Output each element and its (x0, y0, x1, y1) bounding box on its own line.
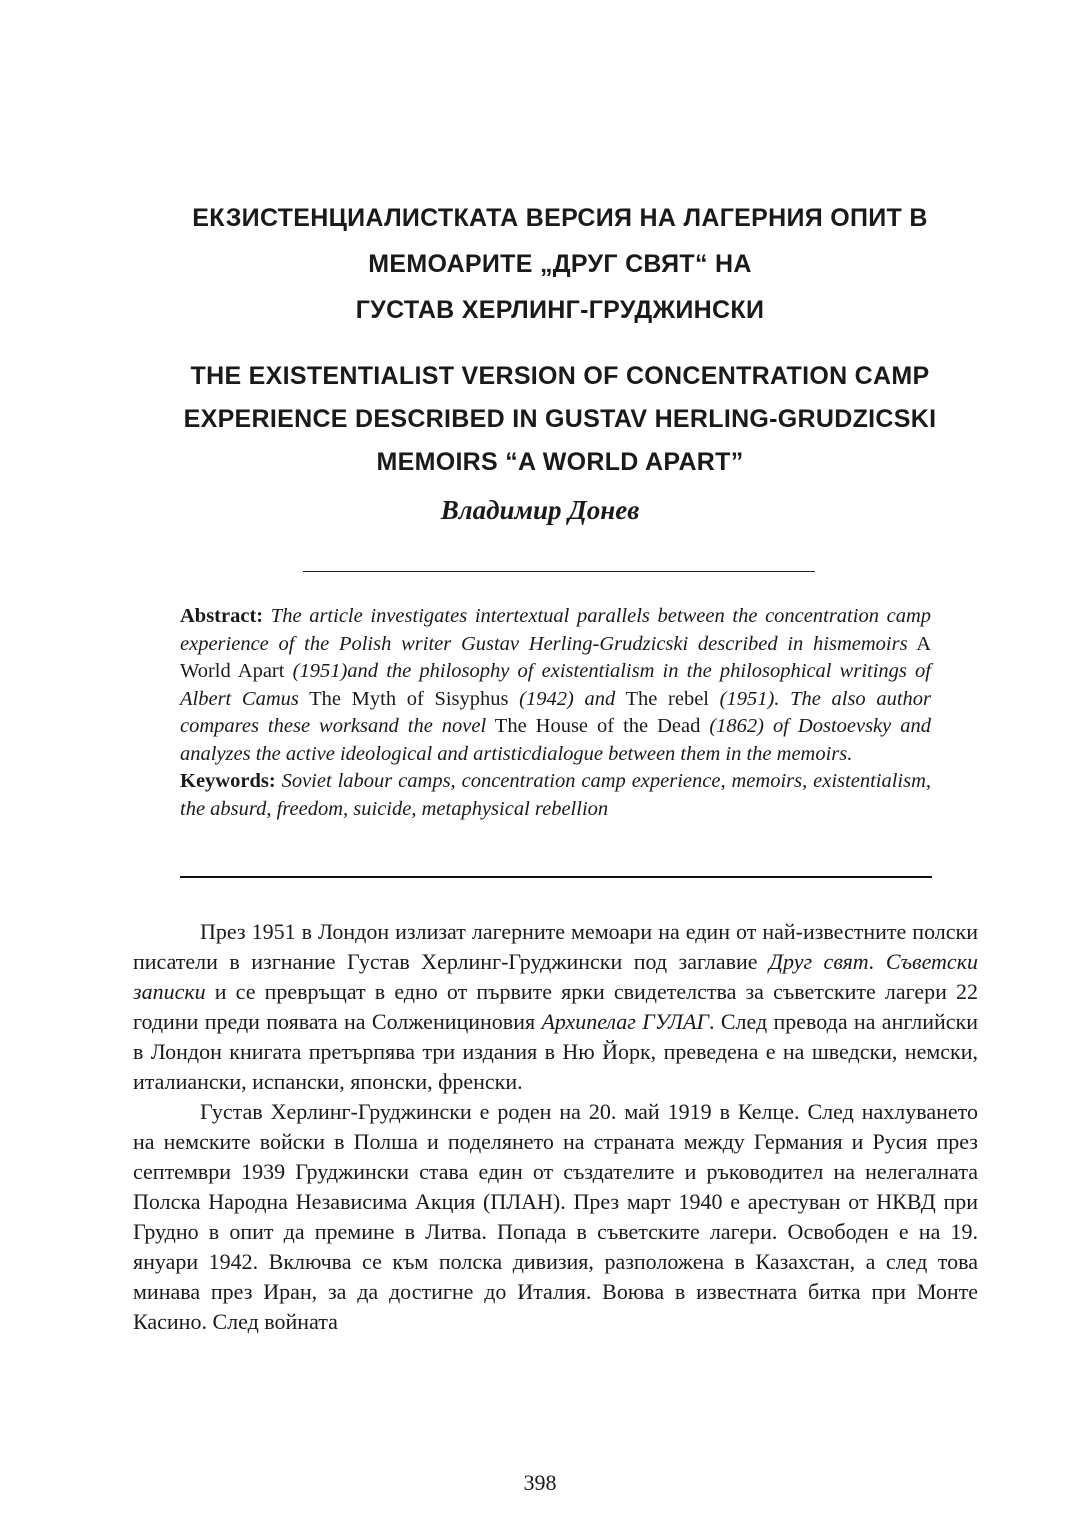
work-title: The House of the Dead (494, 715, 701, 737)
body-paragraph-2: Густав Херлинг-Груджински е роден на 20. май 1919 в Келце. След нахлуването на немските войски в Полша и поделянето на страната между Германия и Русия през септември 1939 Груджински става един от създателите и ръководител на нелегалната Полска Народна Независима Акция (ПЛАН). През март 1940 е арестуван от НКВД при Грудно в опит да премине в Литва. Попада в съветските лагери. Освободен е на 19. януари 1942. Включва се към полска дивизия, разположена в Казахстан, а след това минава през Иран, за да достигне до Италия. Воюва в известната битка при Монте Касино. След войната (133, 1099, 978, 1334)
abstract-text: (1951). The also author compares these worksand the novel (180, 687, 931, 737)
article-body (133, 917, 978, 1337)
abstract-label: Abstract: (180, 605, 264, 627)
book-title: Архипелаг ГУЛАГ (541, 1009, 709, 1034)
title-bg-line-2: МЕМОАРИТЕ „ДРУГ СВЯТ“ НА (368, 250, 752, 278)
body-text: и се превръщат в едно от първите ярки свидетелства за съветските лагери 22 години преди появата на Солженициновия (133, 979, 979, 1034)
abstract-text: The article investigates intertextual parallels between the concentration camp experience of the Polish writer Gustav Herling-Grudzicski described in hismemoirs (180, 605, 932, 655)
divider-short (303, 571, 815, 572)
body-text: . След превода на английски в Лондон книгата претърпява три издания в Ню Йорк, преведена е на шведски, немски, италиански, испански, японски, френски. (133, 1009, 979, 1094)
work-title: A World Apart (180, 632, 931, 682)
divider-long (180, 876, 932, 878)
abstract-text: (1951)and the philosophy of existentialism in the philosophical writings of Albert Camus (180, 660, 931, 710)
abstract-text: (1862) of Dostoevsky and analyzes the active ideological and artisticdialogue between them in the memoirs. (180, 715, 931, 765)
work-title: The Myth of Sisyphus (309, 687, 509, 710)
work-title: The rebel (625, 687, 710, 710)
title-bg-line-3: ГУСТАВ ХЕРЛИНГ-ГРУДЖИНСКИ (355, 296, 765, 324)
book-title: Друг свят. Съветски записки (133, 949, 978, 1004)
author-name: Владимир Донев (440, 495, 640, 525)
keywords-text: Soviet labour camps, concentration camp experience, memoirs, existentialism, the absurd, freedom, suicide, metaphysical rebellion (180, 770, 932, 820)
title-en-line-3: MEMOIRS “A WORLD APART” (376, 448, 744, 476)
abstract-paragraph (180, 603, 931, 768)
keywords-paragraph (180, 768, 931, 823)
body-paragraph-1 (133, 917, 978, 1097)
article-title-bulgarian (110, 195, 1010, 333)
title-en-line-2: EXPERIENCE DESCRIBED IN GUSTAV HERLING-GRUDZICSKI (183, 405, 937, 433)
abstract-block (180, 603, 931, 823)
keywords-label: Keywords: (180, 770, 276, 792)
abstract-text: (1942) and (519, 687, 616, 710)
page-number: 398 (523, 1470, 557, 1495)
body-text: През 1951 в Лондон излизат лагерните мемоари на един от най-известните полски писатели в изгнание Густав Херлинг-Груджински под заглавие (133, 919, 978, 974)
title-bg-line-1: ЕКЗИСТЕНЦИАЛИСТКАТА ВЕРСИЯ НА ЛАГЕРНИЯ ОПИТ В (192, 204, 928, 232)
article-title-english (110, 355, 1010, 484)
title-en-line-1: THE EXISTENTIALIST VERSION OF CONCENTRATION CAMP (190, 362, 930, 390)
